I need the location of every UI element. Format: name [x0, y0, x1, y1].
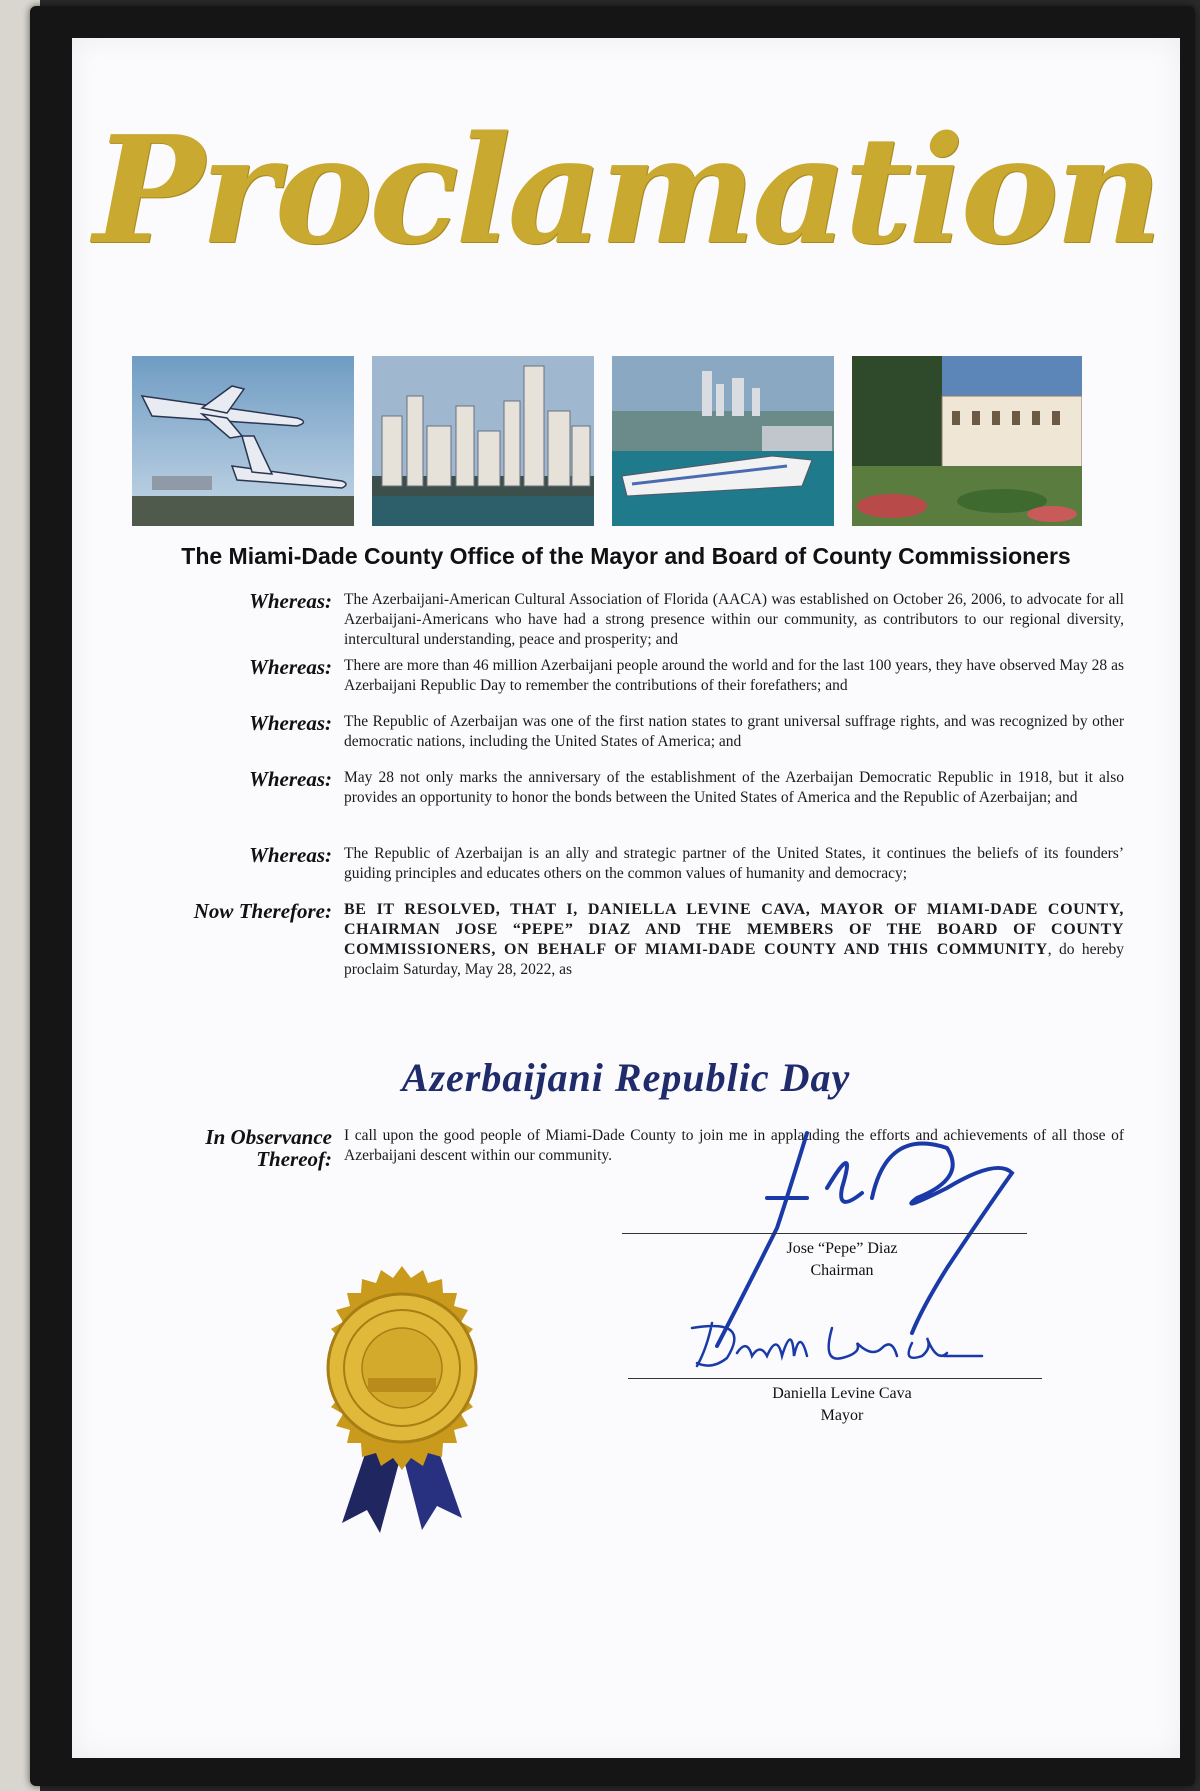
clause-label: Whereas: [249, 767, 332, 791]
proclaimed-day: Azerbaijani Republic Day [401, 1055, 851, 1100]
mayor-name: Daniella Levine Cava [772, 1385, 912, 1402]
resolution-rest: , do hereby proclaim Saturday, May 28, 2022, as [344, 941, 1125, 978]
mayor-signature-icon [682, 1308, 1012, 1378]
mayor-title: Mayor [820, 1407, 864, 1424]
chairman-title: Chairman [810, 1262, 874, 1279]
clause-text: The Azerbaijani-American Cultural Association of Florida (AACA) was established on October 26, 2006, to advocate for all Azerbaijani-Americans who have had a strong presence within our community, as contributors to our regional diversity, intercultural understanding, peace and prosperity; and [344, 591, 1124, 648]
clause-label [112, 1126, 332, 1170]
gold-seal-icon [282, 1248, 522, 1538]
villa-photo [852, 356, 1082, 526]
office-heading: The Miami-Dade County Office of the Mayor and Board of County Commissioners [181, 543, 1071, 569]
clause-text: I call upon the good people of Miami-Dade County to join me in applauding the efforts and achievements of all those of Azerbaijani descent within our community. [344, 1127, 1124, 1164]
proclamation-document [72, 38, 1180, 1758]
photo-strip [132, 356, 1082, 526]
chairman-signature-line [622, 1233, 1027, 1234]
clause-label: Now Therefore: [193, 899, 332, 923]
airplane-photo [132, 356, 354, 526]
observance-label-line1: In Observance [205, 1125, 332, 1149]
port-photo [612, 356, 834, 526]
clause-text: May 28 not only marks the anniversary of the establishment of the Azerbaijan Democratic Republic in 1918, but it also provides an opportunity to honor the bonds between the United States of America and the Republic of Azerbaijan; and [344, 769, 1124, 806]
clause-text: There are more than 46 million Azerbaijani people around the world and for the last 100 years, they have observed May 28 as Azerbaijani Republic Day to remember the contributions of their forefathers; and [344, 657, 1124, 694]
chairman-name: Jose “Pepe” Diaz [786, 1240, 898, 1257]
clause-label: Whereas: [249, 589, 332, 613]
clause-text: The Republic of Azerbaijan is an ally and strategic partner of the United States, it continues the beliefs of its founders’ guiding principles and educates others on the common values of humanity and democracy; [344, 845, 1124, 882]
proclamation-title: Proclamation [93, 103, 1159, 277]
observance-label-line2: Thereof: [256, 1147, 332, 1171]
resolution-text [344, 900, 1124, 980]
chairman-block [692, 1238, 992, 1282]
resolution-caps: BE IT RESOLVED, THAT I, DANIELLA LEVINE CAVA, MAYOR OF MIAMI-DADE COUNTY, CHAIRMAN JOSE “PEPE” DIAZ AND THE MEMBERS OF THE BOARD OF COUNTY COMMISSIONERS, ON BEHALF OF MIAMI-DADE COUNTY AND THIS COMMUNITY [344, 901, 1124, 958]
mayor-signature-line [628, 1378, 1042, 1379]
mayor-block [692, 1383, 992, 1427]
clause-text: The Republic of Azerbaijan was one of the first nation states to grant universal suffrage rights, and was recognized by other democratic nations, including the United States of America; and [344, 713, 1124, 750]
clause-label: Whereas: [249, 655, 332, 679]
clause-label: Whereas: [249, 843, 332, 867]
clause-label: Whereas: [249, 711, 332, 735]
skyline-photo [372, 356, 594, 526]
